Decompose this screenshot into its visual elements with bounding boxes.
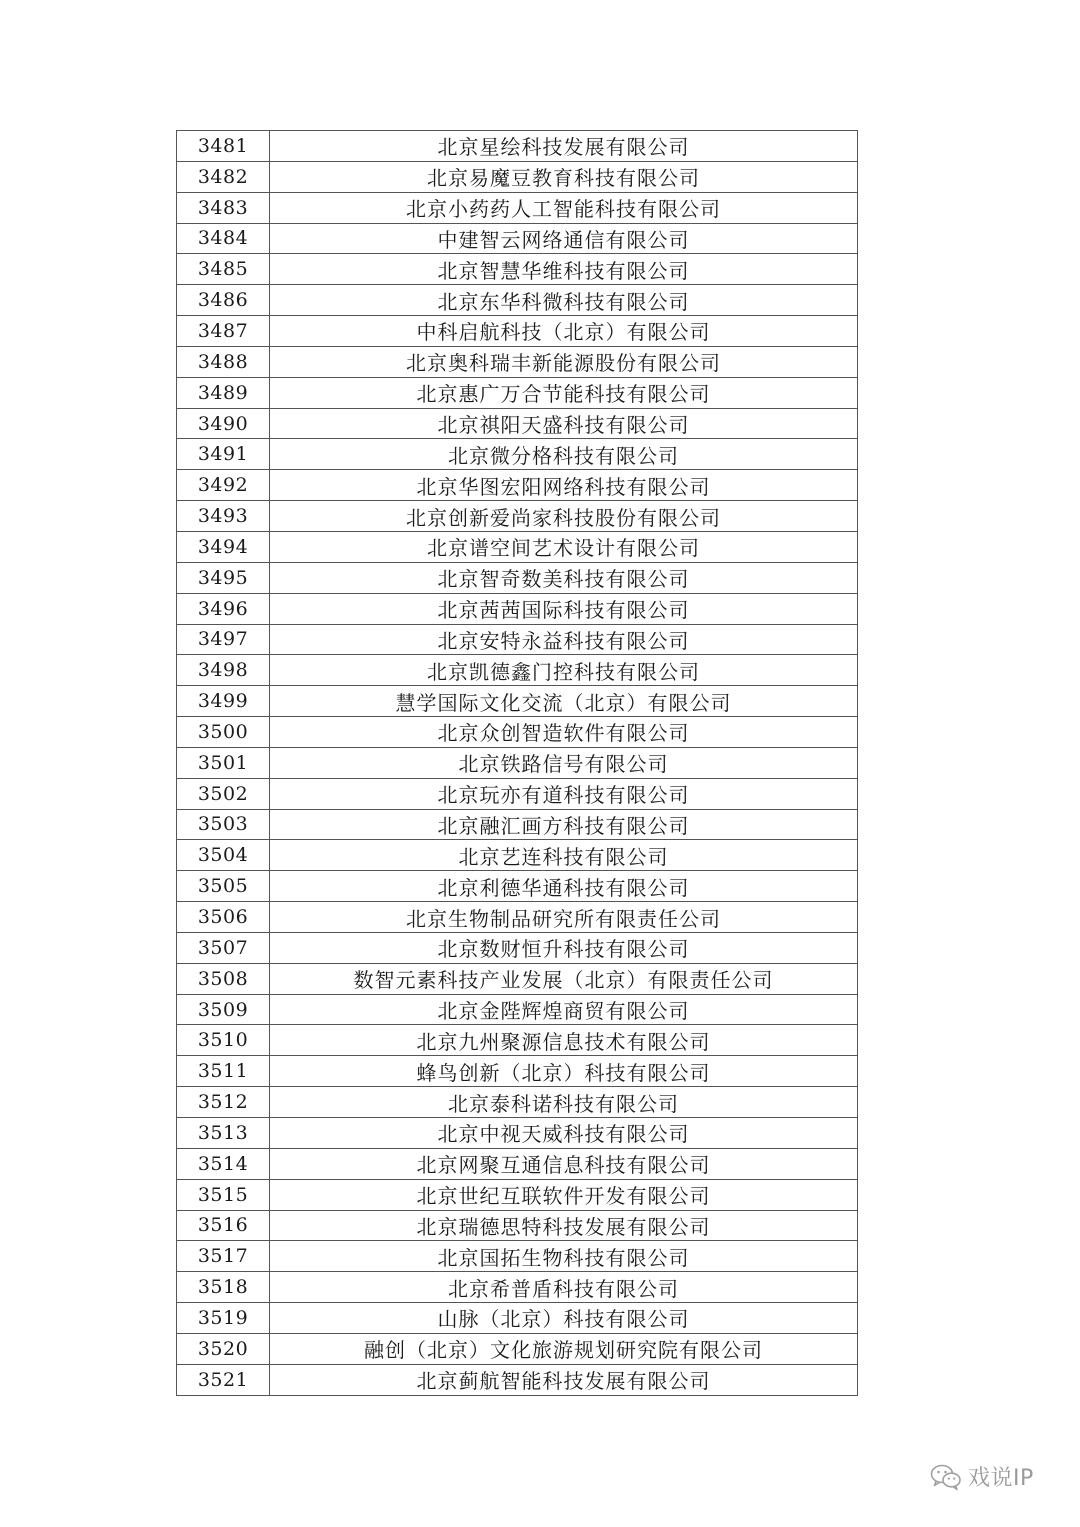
row-number: 3491 <box>177 439 270 470</box>
company-name: 融创（北京）文化旅游规划研究院有限公司 <box>270 1333 858 1364</box>
table-row <box>177 686 858 717</box>
company-name: 北京奥科瑞丰新能源股份有限公司 <box>270 346 858 377</box>
company-name: 数智元素科技产业发展（北京）有限责任公司 <box>270 963 858 994</box>
row-number: 3497 <box>177 624 270 655</box>
company-name: 北京铁路信号有限公司 <box>270 747 858 778</box>
row-number: 3506 <box>177 902 270 933</box>
row-number: 3501 <box>177 747 270 778</box>
table-row <box>177 871 858 902</box>
row-number: 3502 <box>177 778 270 809</box>
company-name: 北京小药药人工智能科技有限公司 <box>270 192 858 223</box>
row-number: 3483 <box>177 192 270 223</box>
table-row <box>177 316 858 347</box>
company-name: 北京中视天威科技有限公司 <box>270 1118 858 1149</box>
table-row <box>177 1118 858 1149</box>
table-row <box>177 963 858 994</box>
table-row <box>177 531 858 562</box>
company-name: 北京九州聚源信息技术有限公司 <box>270 1025 858 1056</box>
company-name: 北京蓟航智能科技发展有限公司 <box>270 1364 858 1395</box>
company-name: 北京易魔豆教育科技有限公司 <box>270 161 858 192</box>
row-number: 3518 <box>177 1272 270 1303</box>
company-name: 北京数财恒升科技有限公司 <box>270 932 858 963</box>
company-name: 北京惠广万合节能科技有限公司 <box>270 377 858 408</box>
company-name: 北京瑞德思特科技发展有限公司 <box>270 1210 858 1241</box>
company-name: 北京智慧华维科技有限公司 <box>270 254 858 285</box>
row-number: 3482 <box>177 161 270 192</box>
row-number: 3484 <box>177 223 270 254</box>
row-number: 3489 <box>177 377 270 408</box>
table-row <box>177 717 858 748</box>
row-number: 3519 <box>177 1303 270 1334</box>
table-row <box>177 254 858 285</box>
company-name: 北京生物制品研究所有限责任公司 <box>270 902 858 933</box>
table-row <box>177 470 858 501</box>
table-row <box>177 131 858 162</box>
watermark-text: 戏说IP <box>968 1466 1034 1491</box>
row-number: 3520 <box>177 1333 270 1364</box>
table-row <box>177 1364 858 1395</box>
table-row <box>177 840 858 871</box>
table-row <box>177 285 858 316</box>
company-name: 慧学国际文化交流（北京）有限公司 <box>270 686 858 717</box>
row-number: 3514 <box>177 1148 270 1179</box>
company-name: 北京华图宏阳网络科技有限公司 <box>270 470 858 501</box>
company-name: 北京金陛辉煌商贸有限公司 <box>270 994 858 1025</box>
table-row <box>177 778 858 809</box>
company-name: 北京国拓生物科技有限公司 <box>270 1241 858 1272</box>
company-name: 北京融汇画方科技有限公司 <box>270 809 858 840</box>
company-name: 中科启航科技（北京）有限公司 <box>270 316 858 347</box>
table-row <box>177 593 858 624</box>
company-name: 北京祺阳天盛科技有限公司 <box>270 408 858 439</box>
table-row <box>177 1056 858 1087</box>
row-number: 3504 <box>177 840 270 871</box>
wechat-icon <box>930 1463 962 1491</box>
row-number: 3509 <box>177 994 270 1025</box>
table-row <box>177 624 858 655</box>
row-number: 3521 <box>177 1364 270 1395</box>
company-name: 北京创新爱尚家科技股份有限公司 <box>270 501 858 532</box>
row-number: 3493 <box>177 501 270 532</box>
table-row <box>177 1148 858 1179</box>
row-number: 3505 <box>177 871 270 902</box>
table-body <box>177 131 858 1396</box>
company-name: 北京谱空间艺术设计有限公司 <box>270 531 858 562</box>
table-row <box>177 1025 858 1056</box>
row-number: 3516 <box>177 1210 270 1241</box>
company-name: 山脉（北京）科技有限公司 <box>270 1303 858 1334</box>
table-row <box>177 562 858 593</box>
company-name: 北京安特永益科技有限公司 <box>270 624 858 655</box>
table-row <box>177 655 858 686</box>
watermark <box>930 1461 1034 1492</box>
row-number: 3517 <box>177 1241 270 1272</box>
company-name: 北京泰科诺科技有限公司 <box>270 1087 858 1118</box>
company-name: 北京星绘科技发展有限公司 <box>270 131 858 162</box>
row-number: 3513 <box>177 1118 270 1149</box>
table-row <box>177 192 858 223</box>
row-number: 3508 <box>177 963 270 994</box>
company-name: 北京利德华通科技有限公司 <box>270 871 858 902</box>
table-row <box>177 1333 858 1364</box>
table-row <box>177 377 858 408</box>
row-number: 3487 <box>177 316 270 347</box>
company-name: 北京智奇数美科技有限公司 <box>270 562 858 593</box>
table-row <box>177 1241 858 1272</box>
row-number: 3499 <box>177 686 270 717</box>
row-number: 3494 <box>177 531 270 562</box>
company-name: 北京世纪互联软件开发有限公司 <box>270 1179 858 1210</box>
company-name: 北京茜茜国际科技有限公司 <box>270 593 858 624</box>
table-row <box>177 1179 858 1210</box>
company-name: 蜂鸟创新（北京）科技有限公司 <box>270 1056 858 1087</box>
table-row <box>177 747 858 778</box>
company-name: 中建智云网络通信有限公司 <box>270 223 858 254</box>
row-number: 3488 <box>177 346 270 377</box>
table-row <box>177 994 858 1025</box>
row-number: 3507 <box>177 932 270 963</box>
table-row <box>177 1087 858 1118</box>
table-row <box>177 1303 858 1334</box>
table-row <box>177 439 858 470</box>
row-number: 3498 <box>177 655 270 686</box>
company-name: 北京玩亦有道科技有限公司 <box>270 778 858 809</box>
table-row <box>177 1210 858 1241</box>
row-number: 3486 <box>177 285 270 316</box>
table-row <box>177 346 858 377</box>
row-number: 3503 <box>177 809 270 840</box>
table-row <box>177 408 858 439</box>
company-list-table <box>176 130 858 1396</box>
row-number: 3512 <box>177 1087 270 1118</box>
row-number: 3515 <box>177 1179 270 1210</box>
company-name: 北京网聚互通信息科技有限公司 <box>270 1148 858 1179</box>
row-number: 3490 <box>177 408 270 439</box>
row-number: 3492 <box>177 470 270 501</box>
table-row <box>177 902 858 933</box>
company-name: 北京希普盾科技有限公司 <box>270 1272 858 1303</box>
row-number: 3510 <box>177 1025 270 1056</box>
table-row <box>177 809 858 840</box>
row-number: 3485 <box>177 254 270 285</box>
table-row <box>177 223 858 254</box>
row-number: 3495 <box>177 562 270 593</box>
table-row <box>177 1272 858 1303</box>
row-number: 3496 <box>177 593 270 624</box>
row-number: 3511 <box>177 1056 270 1087</box>
row-number: 3500 <box>177 717 270 748</box>
table-row <box>177 161 858 192</box>
table-row <box>177 932 858 963</box>
table-row <box>177 501 858 532</box>
company-name: 北京微分格科技有限公司 <box>270 439 858 470</box>
company-name: 北京艺连科技有限公司 <box>270 840 858 871</box>
company-name: 北京凯德鑫门控科技有限公司 <box>270 655 858 686</box>
company-name: 北京东华科微科技有限公司 <box>270 285 858 316</box>
row-number: 3481 <box>177 131 270 162</box>
company-name: 北京众创智造软件有限公司 <box>270 717 858 748</box>
